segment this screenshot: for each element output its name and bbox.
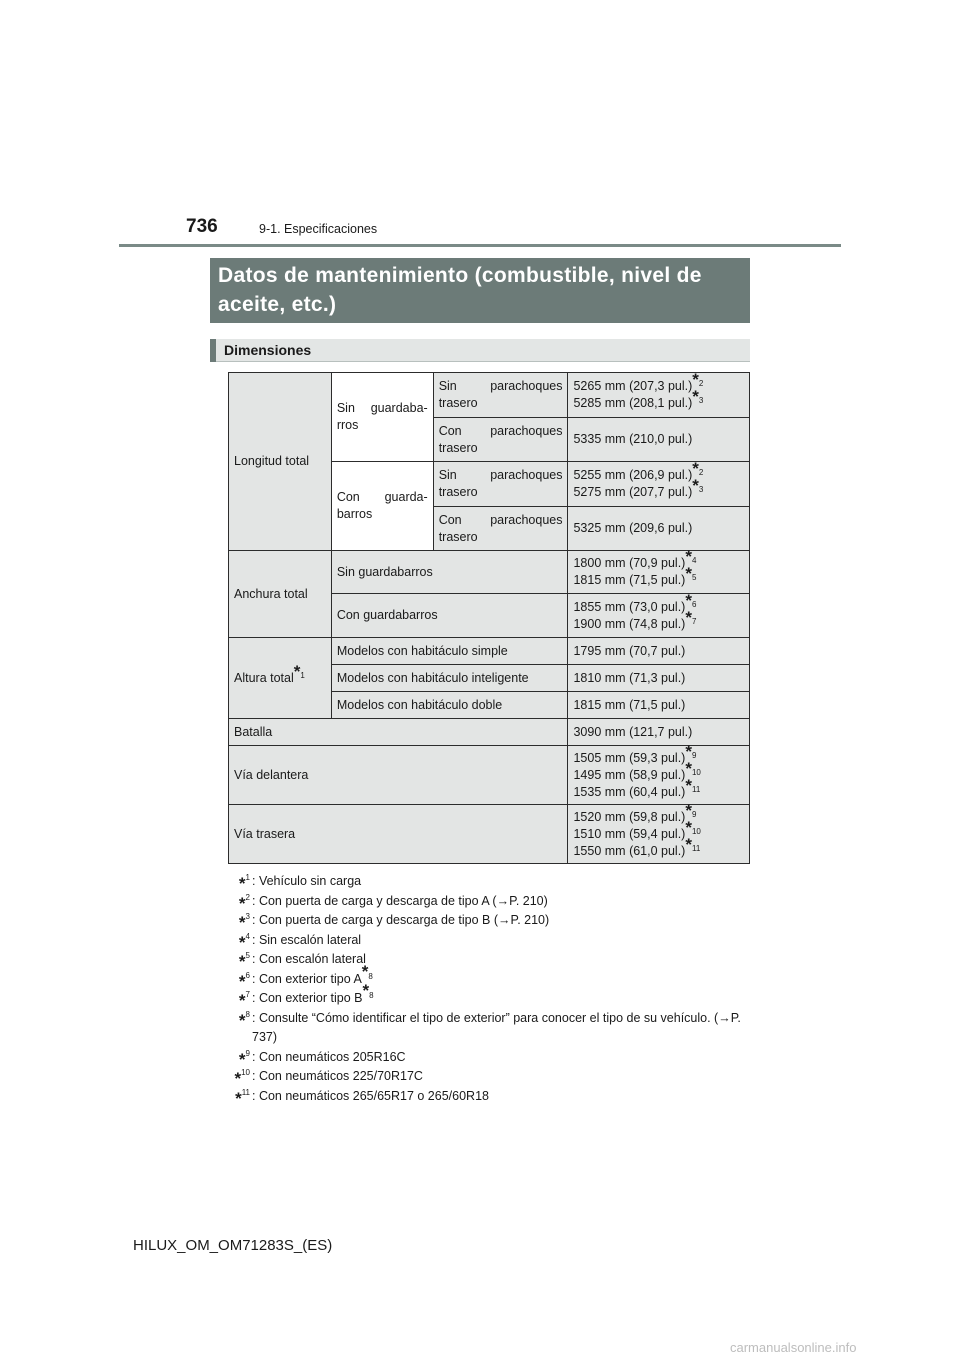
cell-con-parachoques: Con parachoques trasero bbox=[433, 418, 568, 462]
cell-value: 1800 mm (70,9 pul.)*$^4$ 1815 mm (71,5 pul.)*$^5$ bbox=[568, 551, 750, 594]
cell-value: 1810 mm (71,3 pul.) bbox=[568, 665, 750, 692]
cell-habitaculo-inteligente: Modelos con habitáculo inteligente bbox=[331, 665, 568, 692]
footnote: *$^9$ : Con neumáticos 205R16C bbox=[238, 1048, 406, 1069]
row-label-via-delantera: Vía delantera bbox=[229, 746, 568, 805]
footnote: *$^2$ : Con puerta de carga y descarga de tipo A (→P. 210) bbox=[238, 892, 548, 913]
cell-value: 3090 mm (121,7 pul.) bbox=[568, 719, 750, 746]
section-label: 9-1. Especificaciones bbox=[259, 222, 378, 236]
cell-con-guardabarros: Con guarda-barros bbox=[331, 462, 433, 551]
row-label-via-trasera: Vía trasera bbox=[229, 805, 568, 864]
table-row bbox=[229, 805, 750, 864]
cell-value: 1815 mm (71,5 pul.) bbox=[568, 692, 750, 719]
dimensions-table bbox=[228, 372, 750, 864]
cell-con-guardabarros: Con guardabarros bbox=[331, 594, 568, 638]
row-label-anchura-total: Anchura total bbox=[229, 551, 332, 638]
footnote: *$^{11}$ : Con neumáticos 265/65R17 o 265/60R18 bbox=[235, 1087, 489, 1108]
table-row bbox=[229, 719, 750, 746]
cell-con-parachoques: Con parachoques trasero bbox=[433, 507, 568, 551]
row-label-batalla: Batalla bbox=[229, 719, 568, 746]
cell-value: 1520 mm (59,8 pul.)*$^9$ 1510 mm (59,4 pul.)*$^{10}$ 1550 mm (61,0 pul.)*$^{11}$ bbox=[568, 805, 750, 864]
footnote: *$^3$ : Con puerta de carga y descarga de tipo B (→P. 210) bbox=[238, 912, 550, 932]
page-title: Datos de mantenimiento (combustible, nivel de aceite, etc.) bbox=[218, 264, 702, 316]
table-row bbox=[229, 373, 750, 418]
footnote: *$^8$ : Consulte “Cómo identificar el tipo de exterior” para conocer el tipo de su vehículo. (→P. 737) bbox=[238, 1009, 741, 1044]
cell-value: 5265 mm (207,3 pul.)*$^2$ 5285 mm (208,1 pul.)*$^3$ bbox=[568, 373, 750, 418]
subsection-header bbox=[210, 339, 750, 362]
table-row bbox=[229, 638, 750, 665]
table-row bbox=[229, 746, 750, 805]
page-number: 736 bbox=[186, 216, 218, 237]
footnote: *$^6$ : Con exterior tipo A*$^8$ bbox=[238, 961, 373, 991]
cell-value: 5255 mm (206,9 pul.)*$^2$ 5275 mm (207,7 pul.)*$^3$ bbox=[568, 462, 750, 507]
cell-sin-parachoques: Sin parachoques trasero bbox=[433, 373, 568, 418]
cell-value: 5335 mm (210,0 pul.) bbox=[568, 418, 750, 462]
footnote: *$^7$ : Con exterior tipo B*$^8$ bbox=[238, 981, 374, 1010]
cell-sin-parachoques: Sin parachoques trasero bbox=[433, 462, 568, 507]
cell-sin-guardabarros: Sin guardabarros bbox=[331, 551, 568, 594]
footnote: *$^1$ : Vehículo sin carga bbox=[238, 873, 362, 893]
document-code: HILUX_OM_OM71283S_(ES) bbox=[133, 1237, 333, 1254]
cell-value: 5325 mm (209,6 pul.) bbox=[568, 507, 750, 551]
cell-habitaculo-simple: Modelos con habitáculo simple bbox=[331, 638, 568, 665]
cell-value: 1795 mm (70,7 pul.) bbox=[568, 638, 750, 665]
title-banner bbox=[210, 258, 750, 323]
cell-value: 1505 mm (59,3 pul.)*$^9$ 1495 mm (58,9 pul.)*$^{10}$ 1535 mm (60,4 pul.)*$^{11}$ bbox=[568, 746, 750, 805]
row-label-longitud-total: Longitud total bbox=[229, 373, 332, 551]
watermark: carmanualsonline.info bbox=[730, 1340, 857, 1355]
row-label-altura-total: Altura total*$^1$ bbox=[229, 638, 332, 719]
footnote: *$^4$ : Sin escalón lateral bbox=[238, 931, 362, 952]
footnote: *$^5$ : Con escalón lateral bbox=[238, 951, 366, 971]
footnotes bbox=[220, 872, 760, 1106]
cell-habitaculo-doble: Modelos con habitáculo doble bbox=[331, 692, 568, 719]
subsection-title: Dimensiones bbox=[224, 342, 312, 358]
header-rule bbox=[119, 244, 841, 247]
footnote: *$^{10}$ : Con neumáticos 225/70R17C bbox=[234, 1068, 423, 1088]
cell-value: 1855 mm (73,0 pul.)*$^6$ 1900 mm (74,8 pul.)*$^7$ bbox=[568, 594, 750, 638]
table-row bbox=[229, 551, 750, 594]
cell-sin-guardabarros: Sin guardaba-rros bbox=[331, 373, 433, 462]
subsection-bar bbox=[210, 339, 216, 362]
